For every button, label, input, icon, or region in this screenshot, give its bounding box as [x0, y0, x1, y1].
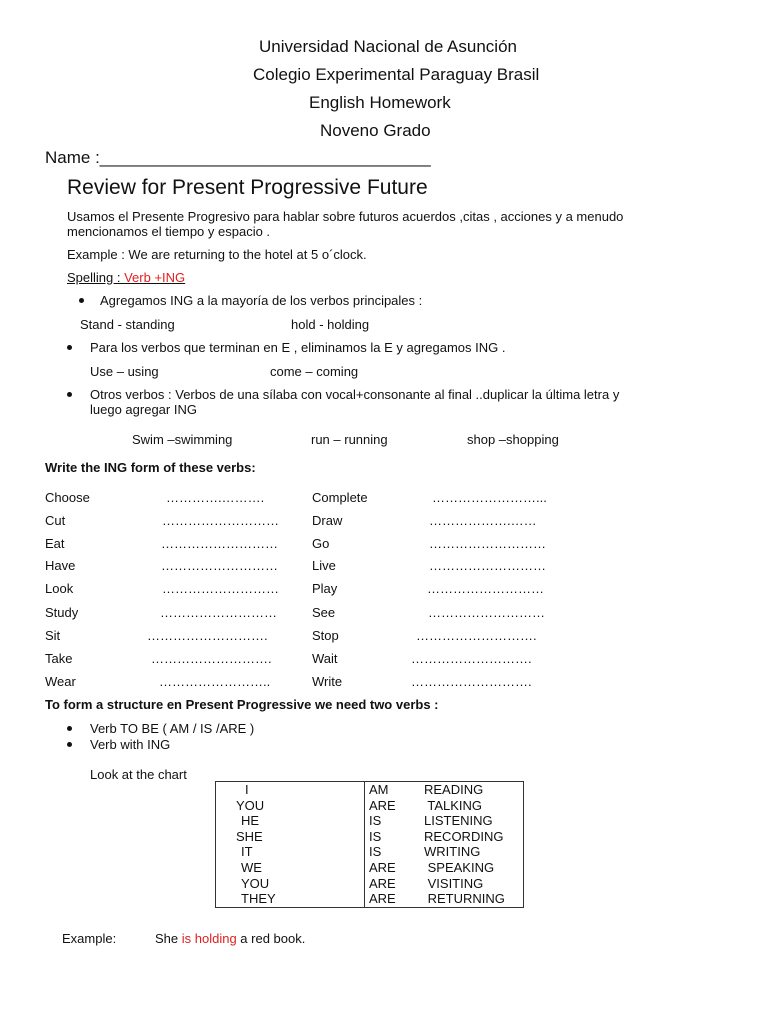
pronoun: YOU	[241, 875, 270, 891]
chart-line	[369, 860, 519, 876]
exercise-verb: Eat	[45, 536, 65, 551]
bullet-icon	[79, 298, 84, 303]
intro-line-2: mencionamos el tiempo y espacio .	[67, 224, 271, 239]
aux-verb: ARE	[369, 891, 396, 907]
spelling-label: Spelling :	[67, 270, 125, 285]
structure-item-2: Verb with ING	[90, 737, 171, 752]
exercise-blank: ……………………….	[411, 651, 532, 666]
spelling-line	[67, 270, 185, 285]
example-highlight: is holding	[181, 931, 237, 946]
ing-verb: READING	[424, 782, 484, 797]
exercise-blank: ………………………	[427, 581, 544, 596]
rule-1: Agregamos ING a la mayoría de los verbos principales :	[100, 293, 423, 308]
exercise-verb: Cut	[45, 513, 66, 528]
exercise-blank: ………………………	[162, 581, 279, 596]
exercise-blank: ……………………….	[147, 628, 268, 643]
exercise-blank: ………………………	[162, 513, 279, 528]
exercise-blank: ………….……….	[166, 490, 265, 505]
rule-3-example-b: run – running	[311, 432, 388, 447]
example-before: She	[155, 931, 182, 946]
aux-verb: ARE	[369, 859, 396, 875]
chart-line	[369, 829, 519, 845]
structure-heading: To form a structure en Present Progressive we need two verbs :	[45, 697, 439, 712]
exercise-blank: ………………………	[161, 536, 278, 551]
exercise-verb: Study	[45, 605, 79, 620]
rule-2-example-a: Use – using	[90, 364, 159, 379]
aux-verb: IS	[369, 828, 382, 844]
spelling-rule: Verb +ING	[124, 270, 186, 285]
chart-line	[369, 844, 519, 860]
aux-verb: IS	[369, 813, 382, 829]
bullet-icon	[67, 726, 72, 731]
rule-3-example-c: shop –shopping	[467, 432, 559, 447]
intro-line-1: Usamos el Presente Progresivo para hablar sobre futuros acuerdos ,citas , acciones y a menudo	[67, 209, 624, 224]
rule-2-example-b: come – coming	[270, 364, 359, 379]
ing-verb: RETURNING	[424, 891, 505, 907]
name-field: Name :___________________________________	[45, 148, 431, 167]
chart-line	[369, 798, 519, 814]
rule-2: Para los verbos que terminan en E , eliminamos la E y agregamos ING .	[90, 340, 506, 355]
exercise-blank: ………………………	[160, 605, 277, 620]
intro-example: Example : We are returning to the hotel at 5 o´clock.	[67, 247, 367, 262]
bullet-icon	[67, 392, 72, 397]
chart-line	[369, 876, 519, 892]
final-example-label: Example:	[62, 931, 117, 946]
bullet-icon	[67, 345, 72, 350]
exercise-blank: ………………………	[428, 605, 545, 620]
rule-1-example-a: Stand - standing	[80, 317, 175, 332]
rule-3-line-1: Otros verbos : Verbos de una sílaba con vocal+consonante al final ..duplicar la última letra y	[90, 387, 620, 402]
exercise-verb: Stop	[312, 628, 339, 643]
aux-verb: AM	[369, 782, 389, 797]
pronoun: I	[245, 782, 249, 797]
university-name: Universidad Nacional de Asunción	[259, 37, 517, 56]
grade: Noveno Grado	[320, 121, 431, 140]
exercise-verb: Look	[45, 581, 74, 596]
exercise-blank: ……………………….	[411, 674, 532, 689]
exercise-verb: Play	[312, 581, 338, 596]
pronoun: IT	[241, 844, 253, 860]
chart-line	[369, 891, 519, 907]
pronoun: SHE	[236, 828, 263, 844]
exercise-blank: ………………………	[429, 536, 546, 551]
structure-item-1: Verb TO BE ( AM / IS /ARE )	[90, 721, 255, 736]
ing-verb: TALKING	[424, 797, 483, 813]
exercise-verb: Live	[312, 558, 336, 573]
bullet-icon	[67, 742, 72, 747]
page-title: Review for Present Progressive Future	[67, 176, 428, 199]
exercise-verb: Choose	[45, 490, 90, 505]
ing-verb: LISTENING	[424, 813, 493, 829]
exercise-verb: Have	[45, 558, 76, 573]
exercise-verb: See	[312, 605, 336, 620]
look-at-chart: Look at the chart	[90, 767, 187, 782]
exercise-blank: ……………………….	[151, 651, 272, 666]
final-example-sentence	[155, 931, 305, 946]
aux-verb: ARE	[369, 797, 396, 813]
conjugation-chart	[215, 781, 524, 908]
pronoun: HE	[241, 813, 260, 829]
exercise-verb: Wait	[312, 651, 338, 666]
school-name: Colegio Experimental Paraguay Brasil	[253, 65, 540, 84]
rule-1-example-b: hold - holding	[291, 317, 370, 332]
example-after: a red book.	[236, 931, 306, 946]
exercise-verb: Draw	[312, 513, 343, 528]
exercise-blank: ………………………	[161, 558, 278, 573]
exercise-blank: ………………………	[429, 558, 546, 573]
exercise-verb: Sit	[45, 628, 61, 643]
rule-3-line-2: luego agregar ING	[90, 402, 197, 417]
ing-verb: VISITING	[424, 875, 484, 891]
exercise-verb: Wear	[45, 674, 76, 689]
ing-verb: RECORDING	[424, 828, 504, 844]
ing-verb: SPEAKING	[424, 859, 495, 875]
pronoun: WE	[241, 859, 262, 875]
aux-verb: IS	[369, 844, 382, 860]
pronoun: YOU	[236, 797, 265, 813]
aux-verb: ARE	[369, 875, 396, 891]
exercise-verb: Take	[45, 651, 73, 666]
exercise-blank: ……………………...	[432, 490, 547, 505]
chart-line	[369, 782, 519, 798]
chart-row	[216, 782, 524, 908]
exercise-verb: Write	[312, 674, 343, 689]
ing-verb: WRITING	[424, 844, 481, 860]
pronoun: THEY	[241, 891, 276, 907]
exercise-blank: ……………….……	[429, 513, 537, 528]
chart-line	[369, 813, 519, 829]
exercise-blank: ……………………..	[159, 674, 271, 689]
pronoun-column	[216, 782, 365, 908]
rule-3-example-a: Swim –swimming	[132, 432, 233, 447]
exercise-verb: Complete	[312, 490, 368, 505]
exercise-blank: ……………………….	[416, 628, 537, 643]
exercise-verb: Go	[312, 536, 330, 551]
subject: English Homework	[309, 93, 451, 112]
verb-column	[365, 782, 524, 908]
exercise-heading: Write the ING form of these verbs:	[45, 460, 256, 475]
